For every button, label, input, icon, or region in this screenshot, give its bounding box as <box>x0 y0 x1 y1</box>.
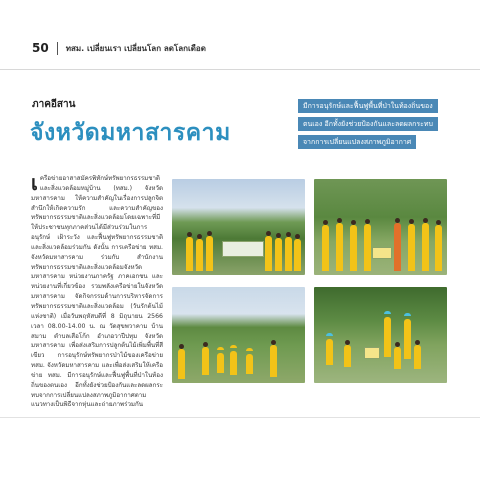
footer-rule <box>0 417 480 418</box>
running-title: ทสม. เปลี่ยนเรา เปลี่ยนโลก ลดโลกเดือด <box>65 43 206 53</box>
sign-board <box>364 347 380 359</box>
highlight-tag-line: ตนเอง อีกทั้งยังช่วยป้องกันและลดผลกระทบ <box>298 117 438 131</box>
highlight-tag-line: จากการเปลี่ยนแปลงสภาพภูมิอากาศ <box>298 135 416 149</box>
page-number: 50 <box>32 41 49 55</box>
drop-cap: เ <box>31 171 38 195</box>
highlight-tags <box>298 99 438 149</box>
photo-planting-field <box>172 287 305 383</box>
header-rule <box>0 69 480 70</box>
article-text: ครือข่ายอาสาสมัครพิทักษ์ทรัพยากรธรรมชาติและสิ่งแวดล้อมหมู่บ้าน (ทสม.) จังหวัดมหาสารคาม ให้ความสำคัญในเรื่องการปลูกจิตสำนึกให้เกิดความรัก และความสำคัญของทรัพยากรธรรมชาติและสิ่งแวดล้อมโดยเฉพาะที่มีให้ประชาชนทุกภาคส่วนได้มีส่วนร่วมในการอนุรักษ์ เฝ้าระวัง และฟื้นฟูทรัพยากรธรรมชาติและสิ่งแวดล้อมร่วมกัน ดังนั้น การเครือข่าย ทสม. จังหวัดมหาสารคาม ร่วมกับ สำนักงานทรัพยากรธรรมชาติและสิ่งแวดล้อมจังหวัดมหาสารคาม หน่วยงานภาครัฐ ภาคเอกชน และหน่วยงานที่เกี่ยวข้อง รวมพลังเครือข่ายในจังหวัดมหาสารคาม จัดกิจกรรมด้านการบริหารจัดการทรัพยากรธรรมชาติและสิ่งแวดล้อม (วันรักต้นไม้แห่งชาติ) เมื่อวันพฤหัสบดีที่ 8 มิถุนายน 2566 เวลา 08.00-14.00 น. ณ วัดสุขพวาคาม บ้านสมาม ตำบลเสือโก้ก อำเภอวาปีปทุม จังหวัดมหาสารคาม เพื่อส่งเสริมการปลูกต้นไม้เพิ่มพื้นที่สีเขียว การอนุรักษ์ทรัพยากรป่าไม้ของเครือข่าย ทสม. จังหวัดมหาสารคาม และเพื่อส่งเสริมให้เครือข่าย ทสม. มีการอนุรักษ์และฟื้นฟูพื้นที่ป่าในท้องถิ่นของตนเอง อีกทั้งยังช่วยป้องกันและลดผลกระทบจากการเปลี่ยนแปลงสภาพภูมิอากาศตามแนวทางเป็นพิธีจากหุ่นและถ่ายภาพร่วมกัน <box>31 175 163 409</box>
header-divider <box>57 42 58 55</box>
photo-officials-group <box>314 179 447 275</box>
page-header <box>32 38 448 58</box>
photo-group-banner <box>172 179 305 275</box>
sign-board <box>372 247 392 259</box>
section-label: ภาคอีสาน <box>32 99 76 110</box>
highlight-tag-line: มีการอนุรักษ์และฟื้นฟูพื้นที่ป่าในท้องถิ่นของ <box>298 99 438 113</box>
photo-kneeling-planting <box>314 287 447 383</box>
event-banner <box>222 241 264 257</box>
article-body <box>31 171 163 410</box>
page-title: จังหวัดมหาสารคาม <box>30 120 231 146</box>
